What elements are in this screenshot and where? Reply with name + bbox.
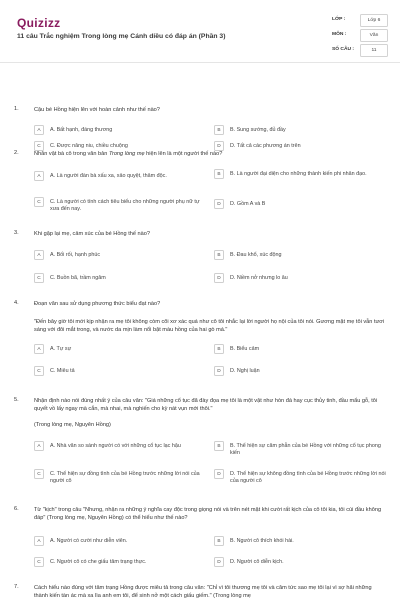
- quizizz-logo[interactable]: Quizizz: [17, 16, 61, 30]
- option-a[interactable]: [34, 171, 206, 188]
- option-letter-box: D: [214, 366, 224, 376]
- option-letter-box: B: [214, 250, 224, 260]
- question-number: 6.: [14, 506, 19, 512]
- option-a[interactable]: [34, 441, 206, 458]
- option-letter-box: C: [34, 557, 44, 567]
- option-letter-box: D: [214, 469, 224, 479]
- option-text: D. Người cô diễn kịch.: [230, 558, 284, 565]
- option-letter-box: C: [34, 469, 44, 479]
- option-text: D. Thể hiện sự không đồng tình của bé Hồng trước những lời nói của người cô: [230, 470, 386, 484]
- option-b[interactable]: [214, 169, 388, 186]
- option-letter-box: B: [214, 536, 224, 546]
- question-text: Đoạn văn sau sử dụng phương thức biểu đạt nào?: [34, 301, 161, 307]
- question-count-value: 11: [360, 44, 388, 57]
- option-letter-box: C: [34, 141, 44, 151]
- option-letter-box: B: [214, 441, 224, 451]
- option-c[interactable]: [34, 273, 206, 290]
- option-text: C. Buồn bã, trầm ngâm: [50, 274, 106, 281]
- option-text: D. Niềm nở nhưng lo âu: [230, 274, 288, 281]
- option-c[interactable]: [34, 469, 206, 486]
- option-a[interactable]: [34, 344, 206, 361]
- option-d[interactable]: [214, 469, 388, 486]
- option-a[interactable]: [34, 125, 206, 142]
- option-c[interactable]: [34, 366, 206, 383]
- question-count-label: SỐ CÂU :: [332, 47, 355, 52]
- option-text: A. Tự sự: [50, 345, 72, 352]
- option-text: B. Thể hiện sự căm phẫn của bé Hồng với những cổ tục phong kiến: [230, 442, 381, 456]
- option-letter-box: C: [34, 197, 44, 207]
- option-text: C. Miêu tả: [50, 367, 75, 374]
- option-text: B. Biểu cảm: [230, 345, 260, 352]
- meta-row-subject: [332, 29, 388, 44]
- source-citation: (Trong lòng mẹ, Nguyên Hồng): [34, 422, 111, 428]
- header-divider: [0, 62, 400, 63]
- meta-row-grade: [332, 14, 388, 29]
- option-d[interactable]: [214, 366, 388, 383]
- question-text-part: Nhân vật bà cô trong văn bản: [34, 151, 109, 157]
- option-text: A. Người có cười như diễn viên.: [50, 537, 128, 544]
- option-letter-box: D: [214, 141, 224, 151]
- option-text: A. Nhà văn so sánh người có với những cổ tục lạc hậu: [50, 442, 181, 449]
- option-text: D. Gồm A và B: [230, 200, 266, 207]
- question-number: 2.: [14, 150, 19, 156]
- question-text: [34, 150, 386, 158]
- option-text: D. Nghị luận: [230, 367, 260, 374]
- question-number: 1.: [14, 106, 19, 112]
- option-letter-box: C: [34, 273, 44, 283]
- option-text: C. Là người có tính cách tiêu biểu cho những người phụ nữ tự xưa đến nay.: [50, 198, 200, 212]
- option-d[interactable]: [214, 557, 388, 574]
- subject-label: MÔN :: [332, 32, 347, 37]
- option-b[interactable]: [214, 536, 388, 553]
- option-b[interactable]: [214, 125, 388, 142]
- option-d[interactable]: [214, 273, 388, 290]
- question-text: Cậu bé Hồng hiện lên với hoàn cảnh như thế nào?: [34, 107, 160, 113]
- option-letter-box: A: [34, 171, 44, 181]
- grade-value: Lớp 6: [360, 14, 388, 27]
- option-text: B. Là người đại diện cho những thành kiến phi nhân đạo.: [230, 170, 367, 177]
- option-letter-box: A: [34, 250, 44, 260]
- option-b[interactable]: [214, 344, 388, 361]
- option-letter-box: B: [214, 344, 224, 354]
- option-text: B. Người cô thích khói hài.: [230, 537, 294, 544]
- option-b[interactable]: [214, 250, 388, 267]
- quoted-passage: "Đến bây giờ tôi mới kịp nhận ra mẹ tôi không còm cõi xơ xác quá như cô tôi nhắc lại lời người họ nội của tôi nói. Gương mặt mẹ tôi vẫn tươi sáng với đôi mắt trong, và nước da mịn làm nổi bật màu hồng của hai gò má.": [34, 319, 385, 334]
- document-title: 11 câu Trắc nghiệm Trong lòng mẹ Cánh diều có đáp án (Phần 3): [17, 33, 226, 40]
- question-number: 3.: [14, 230, 19, 236]
- option-text: D. Tất cả các phương án trên: [230, 142, 301, 149]
- question-text: Từ "kịch" trong câu "Nhưng, nhận ra những ý nghĩa cay độc trong giọng nói và trên nét mặt khi cười rất kịch của cô tôi kia, tôi cúi đầu không đáp" (Trong lòng mẹ, Nguyên Hồng) có thể hiểu như thế nào?: [34, 507, 382, 522]
- question-text-part: hiện lên là một người thế nào?: [144, 151, 223, 157]
- option-text: C. Thể hiện sự đồng tình của bé Hồng trước những lời nói của người cô: [50, 470, 200, 484]
- grade-label: LỚP :: [332, 17, 346, 22]
- option-c[interactable]: [34, 197, 206, 214]
- work-title-italic: Trong lòng mẹ: [108, 151, 145, 157]
- question-number: 4.: [14, 300, 19, 306]
- option-text: B. Sung sướng, đủ đầy: [230, 126, 286, 133]
- option-text: B. Đau khổ, xúc động: [230, 251, 282, 258]
- option-letter-box: A: [34, 125, 44, 135]
- option-letter-box: D: [214, 557, 224, 567]
- question-text: Nhận định nào nói đúng nhất ý của câu văn: "Giá những cổ tục đã đày đọa mẹ tôi là một vật như hòn đá hay cục thủy tinh, đầu mẩu gỗ, tôi quyết vồ lấy ngay mà cắn, mà nhai, mà nghiến cho kỳ nát vụn mới thôi.": [34, 398, 378, 413]
- option-d[interactable]: [214, 199, 388, 216]
- question-text: Khi gặp lại mẹ, cảm xúc của bé Hồng thế nào?: [34, 231, 150, 237]
- option-text: A. Là người đàn bà xấu xa, xảo quyệt, thâm độc.: [50, 172, 167, 179]
- option-text: C. Được nâng niu, chiều chuộng: [50, 142, 128, 149]
- option-text: A. Bối rối, hạnh phúc: [50, 251, 101, 258]
- subject-value: Văn: [360, 29, 388, 42]
- option-letter-box: A: [34, 344, 44, 354]
- option-b[interactable]: [214, 441, 388, 458]
- option-letter-box: D: [214, 273, 224, 283]
- option-letter-box: C: [34, 366, 44, 376]
- option-letter-box: A: [34, 441, 44, 451]
- option-c[interactable]: [34, 557, 206, 574]
- option-a[interactable]: [34, 536, 206, 553]
- question-text: Cách hiểu nào đúng với tâm trạng Hồng được miêu tả trong câu văn: "Chỉ vì tôi thương mẹ tôi và căm tức sao mẹ tôi lại vì sợ hãi những thành kiến tàn ác mà xa lìa anh em tôi, để sinh nở một cách giấu giếm." (Trong lòng mẹ: [34, 585, 372, 600]
- option-letter-box: D: [214, 199, 224, 209]
- question-number: 5.: [14, 397, 19, 403]
- option-letter-box: A: [34, 536, 44, 546]
- metadata-panel: [332, 14, 388, 59]
- option-text: A. Bất hạnh, đáng thương: [50, 126, 113, 133]
- option-letter-box: B: [214, 169, 224, 179]
- question-number: 7.: [14, 584, 19, 590]
- option-letter-box: B: [214, 125, 224, 135]
- meta-row-count: [332, 44, 388, 59]
- option-a[interactable]: [34, 250, 206, 267]
- option-text: C. Người cô có che giấu tâm trạng thực.: [50, 558, 147, 565]
